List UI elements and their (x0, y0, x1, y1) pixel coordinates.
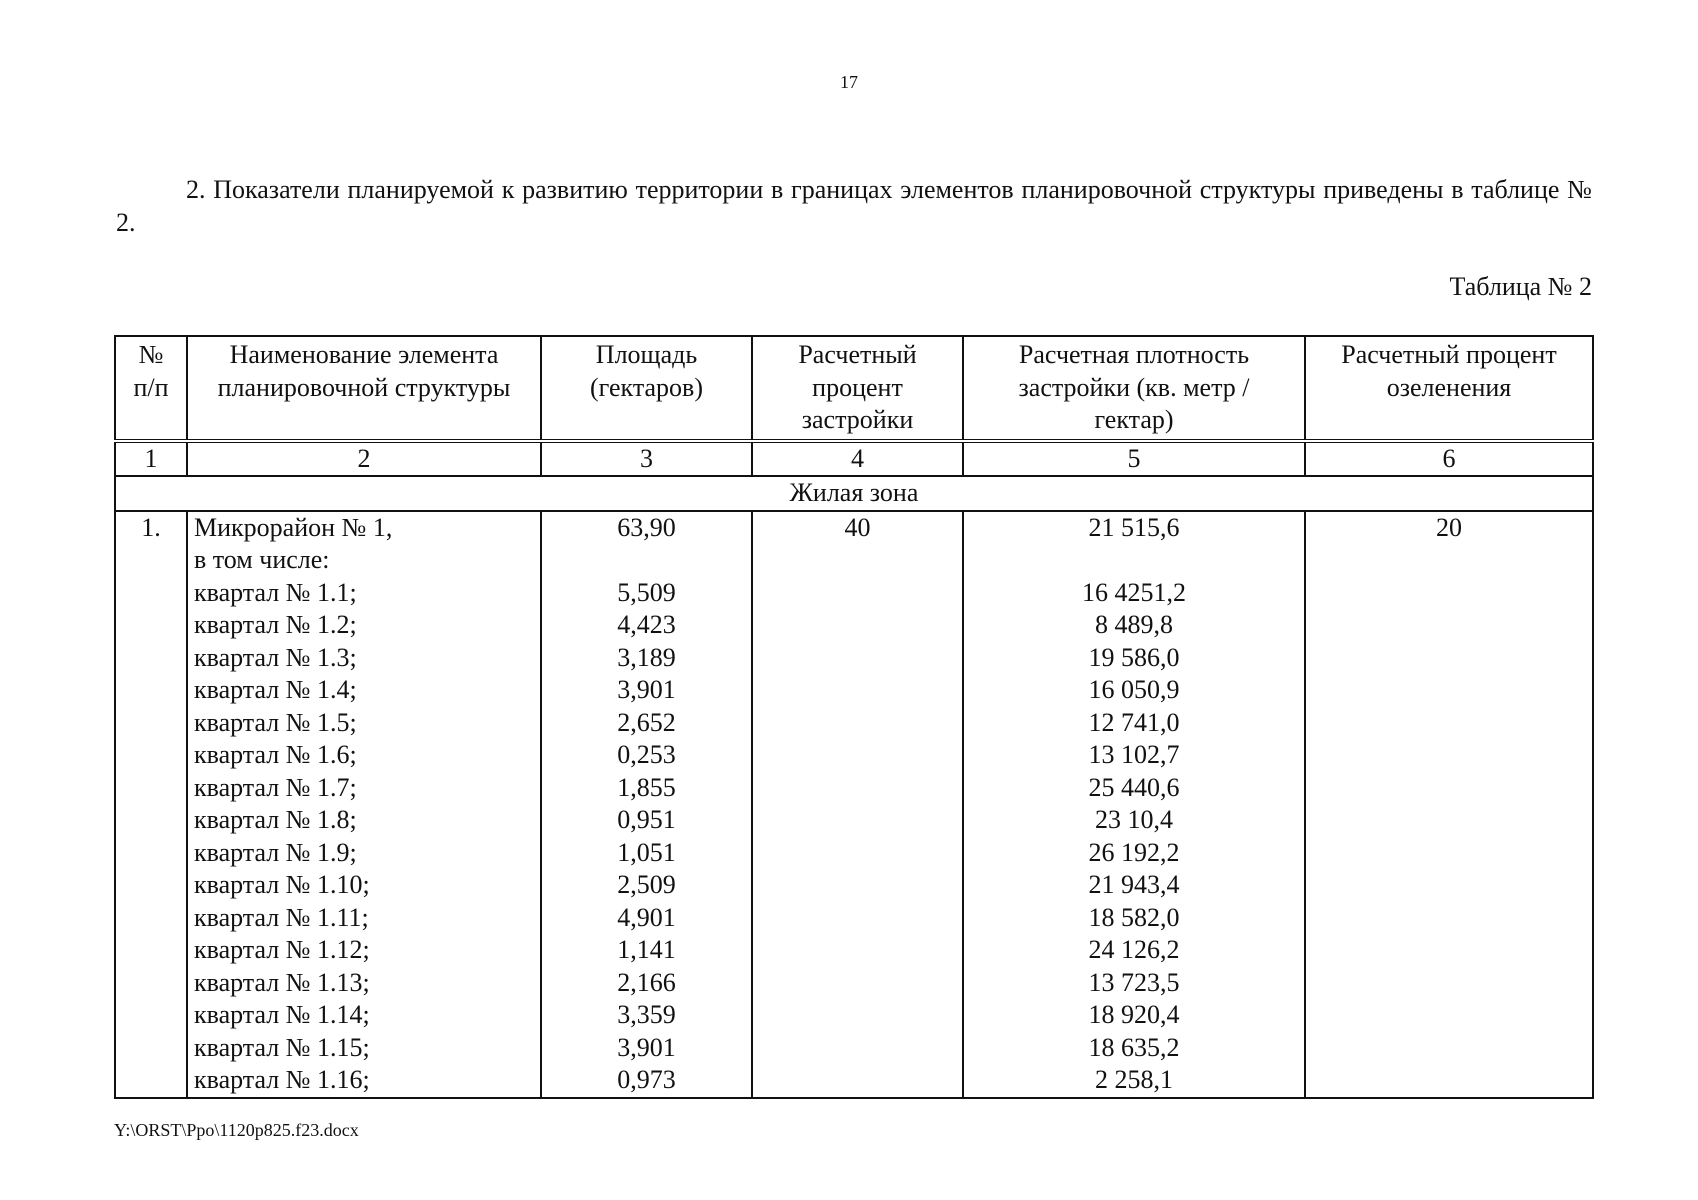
entry-number-cell (115, 511, 187, 1098)
header-green-percent: Расчетный процент озеленения (1305, 336, 1593, 441)
quarter-name: квартал № 1.5; (194, 707, 357, 737)
entry-green-percent: 20 (1436, 512, 1462, 542)
quarter-name: квартал № 1.11; (194, 902, 369, 932)
quarter-density: 26 192,2 (1088, 837, 1180, 867)
column-number: 2 (187, 441, 541, 477)
quarter-area: 5,509 (617, 577, 676, 607)
column-number: 6 (1305, 441, 1593, 477)
quarter-density: 13 102,7 (1088, 740, 1180, 769)
density-cell (963, 511, 1305, 1098)
quarter-density: 25 440,6 (1088, 772, 1180, 802)
quarter-density: 16 050,9 (1088, 675, 1180, 704)
entry-build-percent: 40 (844, 512, 871, 542)
quarter-area: 1,855 (617, 772, 676, 802)
quarter-density: 18 635,2 (1088, 1032, 1180, 1062)
quarter-areas-list (542, 577, 751, 1097)
page-number: 17 (840, 72, 858, 92)
quarter-name: квартал № 1.9; (194, 837, 357, 867)
column-number: 5 (963, 441, 1305, 477)
quarter-name: квартал № 1.15; (194, 1032, 370, 1062)
quarter-name: квартал № 1.12; (194, 935, 370, 964)
footer-file-path: Y:\ORST\Ppo\1120p825.f23.docx (114, 1120, 359, 1140)
quarter-density: 18 582,0 (1088, 902, 1180, 932)
header-name: Наименование элемента планировочной структуры (187, 336, 541, 441)
quarter-density: 23 10,4 (1095, 805, 1173, 834)
quarter-density: 24 126,2 (1088, 935, 1180, 964)
table-header-row (115, 336, 1593, 441)
entry-density: 21 515,6 (1088, 512, 1180, 542)
quarter-name: квартал № 1.4; (194, 675, 357, 704)
quarter-name: квартал № 1.3; (194, 642, 357, 672)
quarter-density: 19 586,0 (1088, 642, 1180, 672)
build-percent-cell (752, 511, 963, 1098)
quarter-area: 0,951 (617, 805, 676, 834)
zone-title: Жилая зона (115, 476, 1593, 511)
header-number: № п/п (115, 336, 187, 441)
quarter-area: 1,051 (617, 837, 676, 867)
spacer (964, 544, 1304, 577)
quarter-area: 3,359 (617, 1000, 676, 1029)
quarter-area: 2,509 (617, 870, 676, 899)
quarter-density-list (964, 577, 1304, 1097)
entry-area: 63,90 (617, 512, 676, 542)
spacer (542, 544, 751, 577)
name-cell (187, 511, 541, 1098)
quarter-name: квартал № 1.1; (194, 577, 357, 607)
green-percent-cell (1305, 511, 1593, 1098)
column-number-row (115, 441, 1593, 477)
quarter-names-list (194, 577, 540, 1097)
quarter-area: 0,253 (617, 740, 676, 769)
column-number: 4 (752, 441, 963, 477)
intro-paragraph: 2. Показатели планируемой к развитию территории в границах элементов планировочной структуры приведены в таблице № 2. (116, 175, 1592, 237)
quarter-name: квартал № 1.10; (194, 870, 370, 899)
quarter-name: квартал № 1.14; (194, 1000, 370, 1029)
table-row (115, 511, 1593, 1098)
indicators-table (114, 335, 1594, 1099)
quarter-name: квартал № 1.13; (194, 967, 370, 997)
quarter-name: квартал № 1.6; (194, 740, 357, 769)
quarter-name: квартал № 1.16; (194, 1065, 370, 1094)
quarter-area: 4,423 (617, 610, 676, 639)
quarter-density: 21 943,4 (1088, 870, 1180, 899)
quarter-area: 4,901 (617, 902, 676, 932)
quarter-name: квартал № 1.2; (194, 610, 357, 639)
header-area: Площадь (гектаров) (541, 336, 752, 441)
quarter-area: 0,973 (617, 1065, 676, 1094)
quarter-area: 1,141 (617, 935, 676, 964)
header-build-percent: Расчетный процент застройки (752, 336, 963, 441)
entry-subtitle: в том числе: (194, 545, 330, 574)
quarter-name: квартал № 1.8; (194, 805, 357, 834)
quarter-density: 12 741,0 (1088, 707, 1180, 737)
quarter-name: квартал № 1.7; (194, 772, 357, 802)
table-caption: Таблица № 2 (1449, 272, 1592, 301)
entry-name: Микрорайон № 1, (194, 512, 393, 542)
quarter-area: 3,901 (617, 675, 676, 704)
quarter-area: 3,189 (617, 642, 676, 672)
quarter-area: 3,901 (617, 1032, 676, 1062)
quarter-density: 8 489,8 (1095, 610, 1173, 639)
entry-number: 1. (141, 512, 161, 542)
column-number: 3 (541, 441, 752, 477)
header-density: Расчетная плотность застройки (кв. метр / гектар) (963, 336, 1305, 441)
area-cell (541, 511, 752, 1098)
quarter-density: 2 258,1 (1095, 1065, 1173, 1094)
quarter-area: 2,166 (617, 967, 676, 997)
quarter-density: 16 4251,2 (1082, 577, 1186, 607)
column-number: 1 (115, 441, 187, 477)
quarter-density: 13 723,5 (1088, 967, 1180, 997)
quarter-density: 18 920,4 (1088, 1000, 1180, 1029)
zone-row (115, 476, 1593, 511)
quarter-area: 2,652 (617, 707, 676, 737)
